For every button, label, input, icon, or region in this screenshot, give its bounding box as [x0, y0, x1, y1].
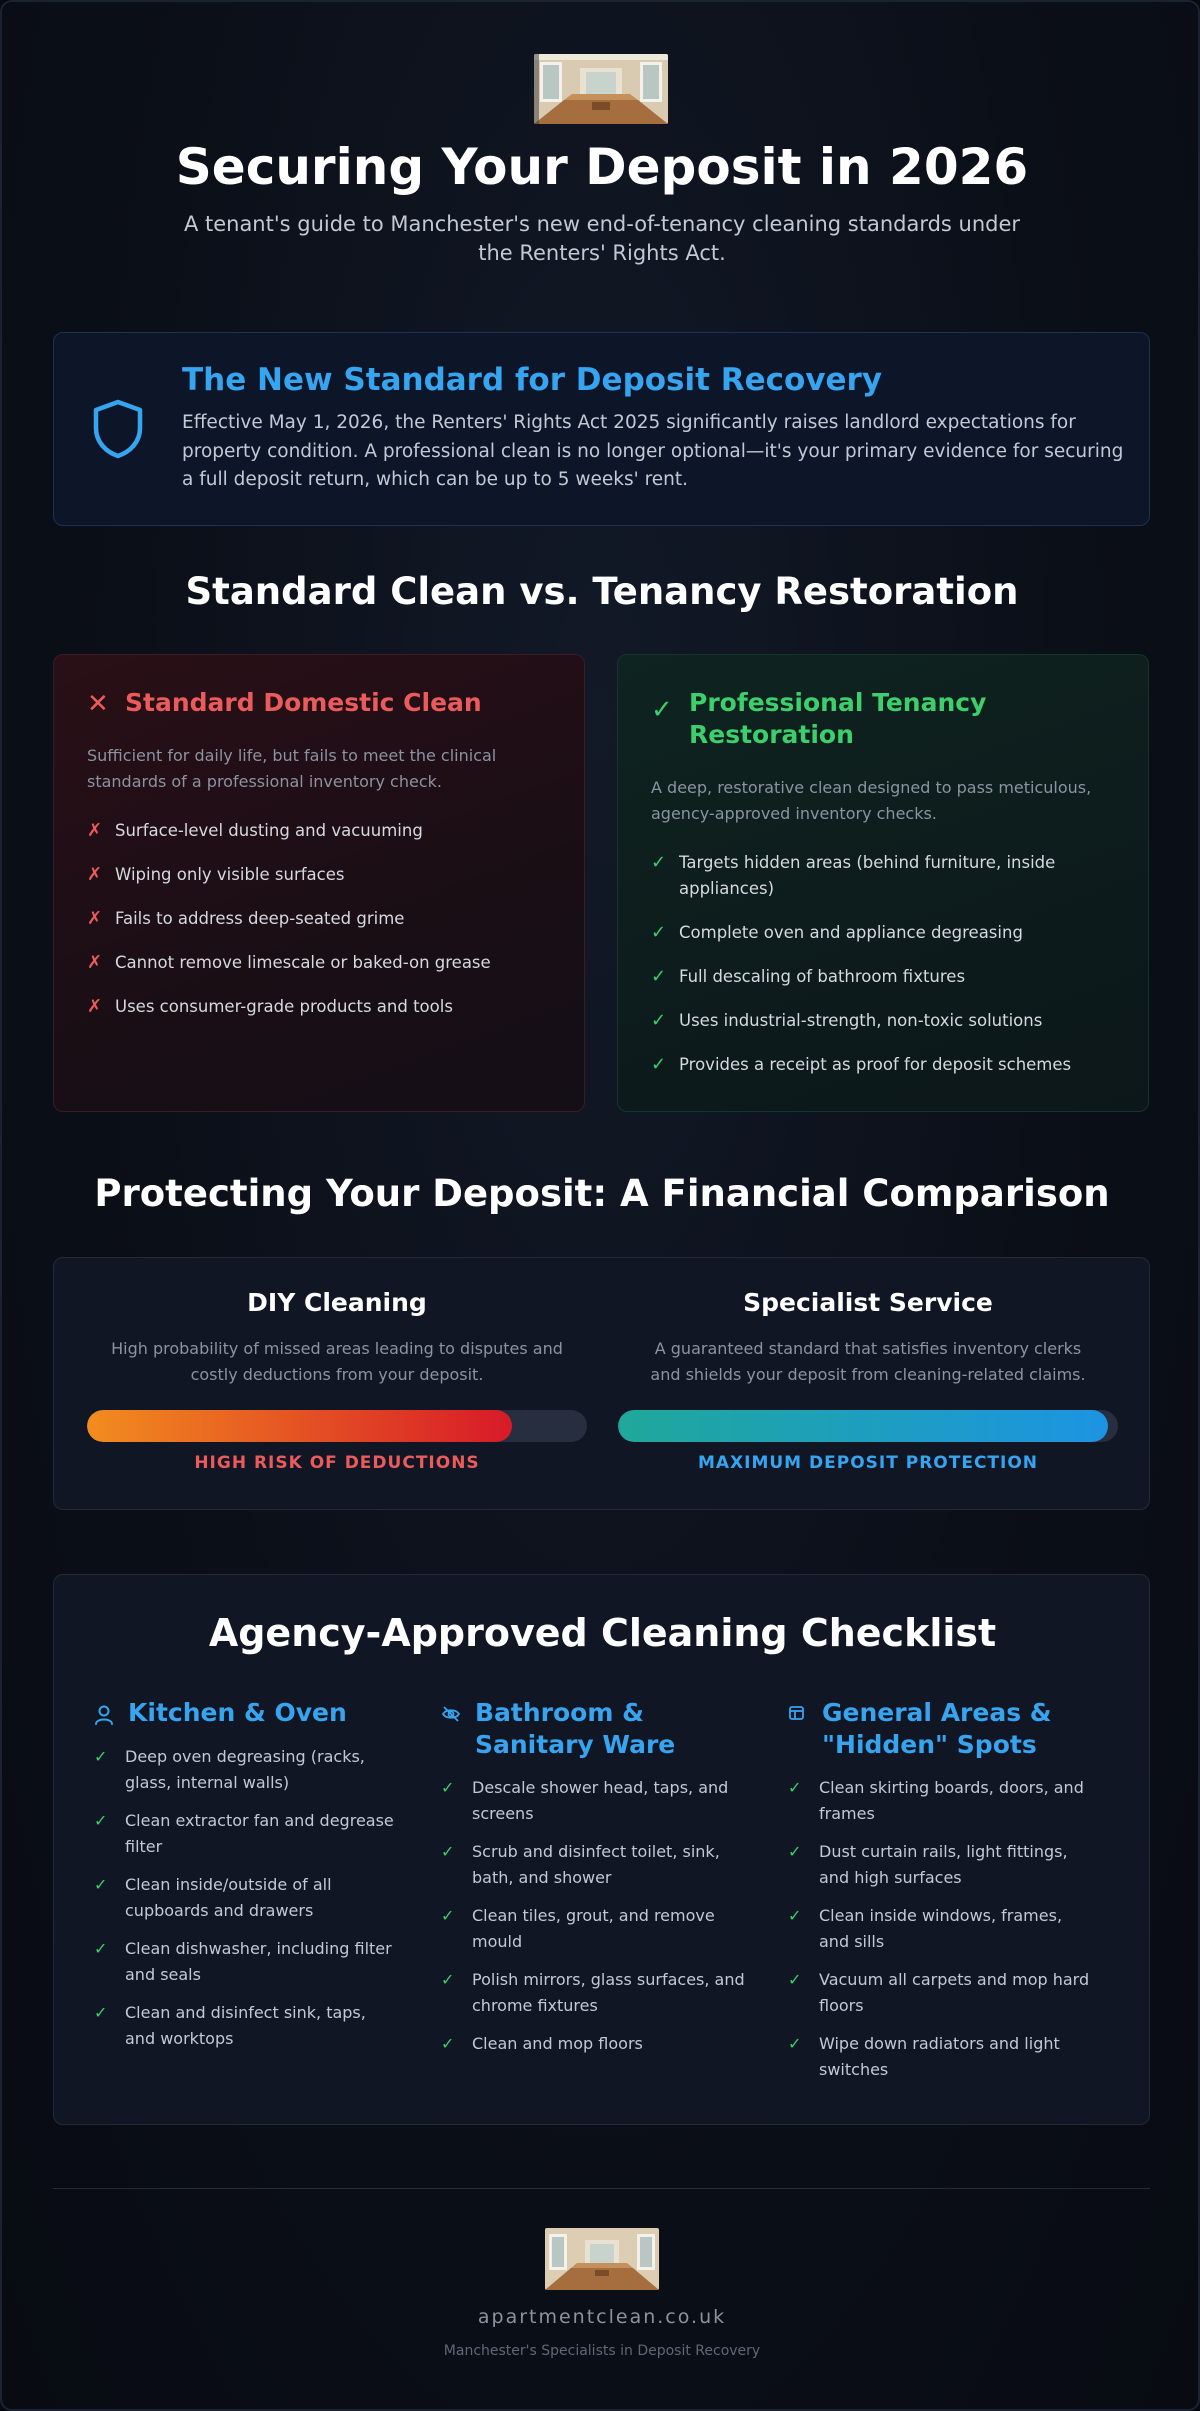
list-item-text: Complete oven and appliance degreasing	[679, 923, 1023, 942]
checklist-column-bathroom	[441, 1697, 746, 2069]
list-item	[87, 994, 557, 1020]
check-mark-icon: ✓	[94, 1939, 108, 1958]
checklist-item-text: Clean dishwasher, including filter and seals	[125, 1939, 392, 1984]
checklist-item-text: Clean and disinfect sink, taps, and worktops	[125, 2003, 366, 2048]
list-item	[651, 920, 1121, 946]
callout-body: Effective May 1, 2026, the Renters' Rights Act 2025 significantly raises landlord expectations for property condition. A professional clean is no longer optional—it's your primary evidence for securing a full deposit return, which can be up to 5 weeks' rent.	[182, 412, 1124, 490]
list-item	[651, 1008, 1121, 1034]
checklist-bathroom-list	[441, 1775, 746, 2057]
checklist-item-text: Clean skirting boards, doors, and frames	[819, 1778, 1084, 1823]
check-mark-icon: ✓	[651, 1010, 667, 1031]
cleaning-checklist-panel	[53, 1574, 1150, 2125]
list-item-text: Full descaling of bathroom fixtures	[679, 967, 966, 986]
standard-clean-description: Sufficient for daily life, but fails to meet the clinical standards of a professional inventory check.	[87, 746, 497, 791]
checklist-general-heading: General Areas & "Hidden" Spots	[822, 1698, 1052, 1759]
list-item	[651, 850, 1121, 902]
checklist-bathroom-heading: Bathroom & Sanitary Ware	[475, 1698, 676, 1759]
checklist-item-text: Deep oven degreasing (racks, glass, internal walls)	[125, 1747, 365, 1792]
list-item	[651, 964, 1121, 990]
check-mark-icon: ✓	[94, 1811, 108, 1830]
check-mark-icon: ✓	[441, 1970, 455, 1989]
standard-clean-heading: Standard Domestic Clean	[125, 688, 482, 717]
checklist-item	[788, 1903, 1093, 1955]
footer-divider	[53, 2188, 1150, 2189]
checklist-item	[788, 1839, 1093, 1891]
check-mark-icon: ✓	[94, 1747, 108, 1766]
diy-description: High probability of missed areas leading to disputes and costly deductions from your deposit.	[111, 1339, 563, 1384]
specialist-protection-bar-fill	[618, 1410, 1108, 1442]
list-item	[87, 862, 557, 888]
checklist-item	[441, 1775, 746, 1827]
checklist-item	[441, 1903, 746, 1955]
diy-heading: DIY Cleaning	[247, 1288, 427, 1317]
specialist-protection-label: MAXIMUM DEPOSIT PROTECTION	[697, 1453, 1039, 1473]
list-item	[87, 906, 557, 932]
check-mark-icon: ✓	[441, 1906, 455, 1925]
financial-comparison-title: Protecting Your Deposit: A Financial Comparison	[94, 1172, 1110, 1215]
check-mark-icon: ✓	[94, 1875, 108, 1894]
checklist-item	[441, 2031, 746, 2057]
diy-risk-bar	[87, 1410, 587, 1442]
cross-mark-icon: ✗	[87, 996, 103, 1017]
checklist-item-text: Clean inside/outside of all cupboards and drawers	[125, 1875, 332, 1920]
check-mark-icon: ✓	[441, 1842, 455, 1861]
professional-restoration-list	[651, 850, 1121, 1096]
cross-mark-icon: ✗	[87, 820, 103, 841]
checklist-item-text: Scrub and disinfect toilet, sink, bath, and shower	[472, 1842, 720, 1887]
list-item-text: Surface-level dusting and vacuuming	[115, 821, 423, 840]
list-item	[87, 950, 557, 976]
footer-room-image	[545, 2228, 659, 2290]
page-title: Securing Your Deposit in 2026	[175, 138, 1029, 196]
list-item-text: Wiping only visible surfaces	[115, 865, 345, 884]
diy-risk-label: HIGH RISK OF DEDUCTIONS	[194, 1453, 480, 1473]
specialist-protection-bar	[618, 1410, 1118, 1442]
checklist-item	[94, 1872, 399, 1924]
diy-risk-bar-fill	[87, 1410, 512, 1442]
checklist-item-text: Descale shower head, taps, and screens	[472, 1778, 729, 1823]
professional-restoration-header	[651, 687, 1009, 751]
checklist-column-kitchen	[94, 1697, 399, 2064]
standard-clean-list	[87, 818, 557, 1038]
checklist-item	[94, 1808, 399, 1860]
checklist-column-header	[788, 1697, 1093, 1761]
standard-clean-header	[87, 687, 482, 721]
check-mark-icon: ✓	[441, 2034, 455, 2053]
checklist-item-text: Vacuum all carpets and mop hard floors	[819, 1970, 1090, 2015]
list-item-text: Uses consumer-grade products and tools	[115, 997, 453, 1016]
check-mark-icon: ✓	[651, 966, 667, 987]
check-mark-icon: ✓	[94, 2003, 108, 2022]
comparison-title: Standard Clean vs. Tenancy Restoration	[185, 570, 1019, 613]
check-mark-icon: ✓	[788, 2034, 802, 2053]
professional-restoration-description: A deep, restorative clean designed to pass meticulous, agency-approved inventory checks.	[651, 778, 1092, 823]
eye-off-icon	[441, 1697, 475, 1728]
checklist-item	[788, 2031, 1093, 2083]
professional-restoration-heading: Professional Tenancy Restoration	[689, 688, 987, 749]
professional-restoration-card	[617, 654, 1149, 1112]
checklist-title: Agency-Approved Cleaning Checklist	[208, 1611, 997, 1655]
checklist-item-text: Dust curtain rails, light fittings, and high surfaces	[819, 1842, 1068, 1887]
shield-icon	[91, 398, 145, 464]
footer-website-link[interactable]: apartmentclean.co.uk	[477, 2306, 727, 2328]
checklist-general-list	[788, 1775, 1093, 2083]
checklist-item-text: Clean inside windows, frames, and sills	[819, 1906, 1063, 1951]
checklist-item-text: Clean and mop floors	[472, 2034, 643, 2053]
check-icon: ✓	[651, 695, 673, 725]
specialist-description: A guaranteed standard that satisfies inventory clerks and shields your deposit from cleaning-related claims.	[650, 1339, 1086, 1384]
specialist-heading: Specialist Service	[743, 1288, 993, 1317]
cross-mark-icon: ✗	[87, 908, 103, 929]
checklist-item	[788, 1967, 1093, 2019]
checklist-kitchen-list	[94, 1744, 399, 2052]
checklist-item	[788, 1775, 1093, 1827]
checklist-item-text: Wipe down radiators and light switches	[819, 2034, 1060, 2079]
person-icon	[94, 1697, 128, 1730]
list-item-text: Targets hidden areas (behind furniture, inside appliances)	[679, 853, 1056, 898]
check-mark-icon: ✓	[651, 1054, 667, 1075]
footer-tagline: Manchester's Specialists in Deposit Recovery	[443, 2343, 761, 2359]
checklist-item-text: Polish mirrors, glass surfaces, and chrome fixtures	[472, 1970, 745, 2015]
checklist-item	[94, 2000, 399, 2052]
checklist-item-text: Clean tiles, grout, and remove mould	[472, 1906, 715, 1951]
cross-mark-icon: ✗	[87, 864, 103, 885]
checklist-item	[441, 1967, 746, 2019]
checklist-column-general	[788, 1697, 1093, 2095]
checklist-kitchen-heading: Kitchen & Oven	[128, 1698, 347, 1727]
check-mark-icon: ✓	[788, 1970, 802, 1989]
check-mark-icon: ✓	[788, 1842, 802, 1861]
checklist-item	[94, 1744, 399, 1796]
check-mark-icon: ✓	[441, 1778, 455, 1797]
list-item	[651, 1052, 1121, 1078]
checklist-item-text: Clean extractor fan and degrease filter	[125, 1811, 394, 1856]
x-icon: ✕	[87, 689, 109, 719]
checklist-column-header	[94, 1697, 399, 1730]
checklist-column-header	[441, 1697, 746, 1761]
list-item-text: Provides a receipt as proof for deposit schemes	[679, 1055, 1072, 1074]
list-item-text: Cannot remove limescale or baked-on grease	[115, 953, 491, 972]
page-subtitle: A tenant's guide to Manchester's new end-of-tenancy cleaning standards under the Renters' Rights Act.	[183, 212, 1021, 265]
standard-clean-card	[53, 654, 585, 1112]
checklist-item	[94, 1936, 399, 1988]
check-mark-icon: ✓	[788, 1778, 802, 1797]
list-item-text: Uses industrial-strength, non-toxic solutions	[679, 1011, 1043, 1030]
financial-comparison-panel	[53, 1257, 1150, 1510]
deposit-standard-callout	[53, 332, 1150, 526]
check-mark-icon: ✓	[651, 852, 667, 873]
callout-heading: The New Standard for Deposit Recovery	[182, 362, 883, 398]
cross-mark-icon: ✗	[87, 952, 103, 973]
list-item	[87, 818, 557, 844]
list-item-text: Fails to address deep-seated grime	[115, 909, 405, 928]
check-mark-icon: ✓	[788, 1906, 802, 1925]
check-mark-icon: ✓	[651, 922, 667, 943]
header-room-image	[534, 54, 668, 124]
checklist-item	[441, 1839, 746, 1891]
layout-icon	[788, 1697, 822, 1726]
